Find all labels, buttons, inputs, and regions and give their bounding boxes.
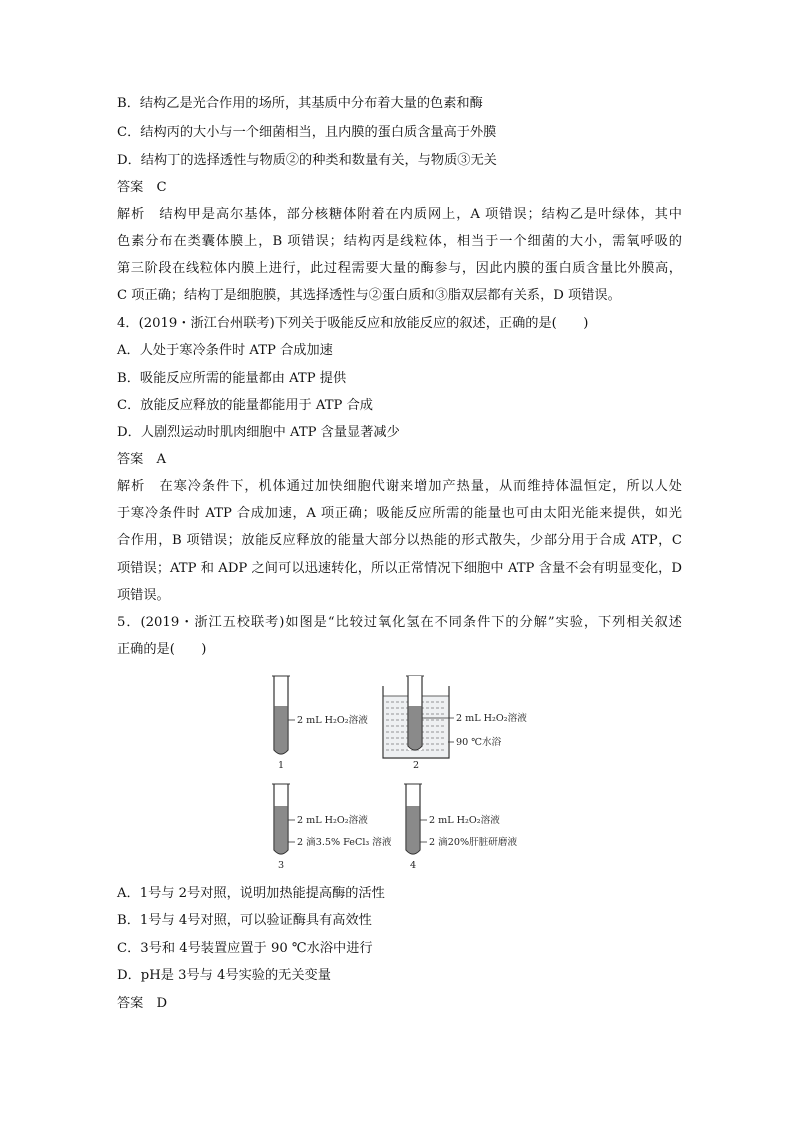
q3-analysis-line: 解析 结构甲是高尔基体，部分核糖体附着在内质网上，A 项错误；结构乙是叶绿体，其中 bbox=[117, 207, 682, 222]
q4-option-a: A．人处于寒冷条件时 ATP 合成加速 bbox=[117, 343, 333, 358]
test-tube-4 bbox=[404, 784, 517, 871]
q3-analysis-line: 第三阶段在线粒体内膜上进行，此过程需要大量的酶参与，因此内膜的蛋白质含量比外膜高， bbox=[117, 261, 682, 276]
q4-analysis-line: 项错误；ATP 和 ADP 之间可以迅速转化，所以正常情况下细胞中 ATP 含量不会有明显变化，D bbox=[117, 561, 682, 576]
test-tube-3 bbox=[272, 784, 392, 871]
tube-3-number: 3 bbox=[278, 860, 285, 871]
q4-stem: 4．(2019・浙江台州联考)下列关于吸能反应和放能反应的叙述，正确的是( ) bbox=[117, 316, 589, 331]
q5-option-b: B．1号与 4号对照，可以验证酶具有高效性 bbox=[117, 913, 372, 928]
tube-4-catalyst-label: 2 滴20%肝脏研磨液 bbox=[429, 837, 518, 848]
q3-analysis-line: 色素分布在类囊体膜上，B 项错误；结构丙是线粒体，相当于一个细菌的大小，需氧呼吸的 bbox=[117, 234, 682, 249]
test-tube-figure bbox=[262, 672, 562, 877]
q5-option-d: D．pH是 3号与 4号实验的无关变量 bbox=[117, 968, 331, 983]
tube-3-label: 2 mL H₂O₂溶液 bbox=[297, 815, 368, 826]
q4-analysis-line: 于寒冷条件时 ATP 合成加速，A 项正确；吸能反应所需的能量也可由太阳光能来提供，如光 bbox=[117, 506, 682, 521]
q5-stem: 5．(2019・浙江五校联考)如图是“比较过氧化氢在不同条件下的分解”实验，下列相关叙述 bbox=[117, 615, 682, 630]
tube-2-number: 2 bbox=[413, 760, 420, 771]
tube-4-number: 4 bbox=[410, 860, 417, 871]
test-tube-1 bbox=[272, 676, 368, 771]
q4-option-d: D．人剧烈运动时肌肉细胞中 ATP 含量显著减少 bbox=[117, 425, 400, 440]
q4-analysis-line: 合作用，B 项错误；放能反应释放的能量大部分以热能的形式散失，少部分用于合成 ATP，C bbox=[117, 533, 682, 548]
q3-analysis-line: C 项正确；结构丁是细胞膜，其选择透性与②蛋白质和③脂双层都有关系，D 项错误。 bbox=[117, 288, 621, 303]
q3-answer: 答案 C bbox=[117, 180, 167, 195]
q4-option-c: C．放能反应释放的能量都能用于 ATP 合成 bbox=[117, 398, 373, 413]
q3-option-c: C．结构丙的大小与一个细菌相当，且内膜的蛋白质含量高于外膜 bbox=[117, 125, 497, 140]
q4-analysis-line: 项错误。 bbox=[117, 588, 170, 603]
test-tube-2-water-bath bbox=[383, 676, 527, 771]
water-bath-label: 90 ℃水浴 bbox=[456, 737, 502, 748]
tube-1-label: 2 mL H₂O₂溶液 bbox=[297, 715, 368, 726]
q5-option-a: A．1号与 2号对照，说明加热能提高酶的活性 bbox=[117, 886, 385, 901]
tube-1-number: 1 bbox=[278, 760, 285, 771]
tube-2-label: 2 mL H₂O₂溶液 bbox=[456, 713, 527, 724]
tube-4-label: 2 mL H₂O₂溶液 bbox=[429, 815, 500, 826]
q3-option-d: D．结构丁的选择透性与物质②的种类和数量有关，与物质③无关 bbox=[117, 153, 497, 168]
q4-analysis-line: 解析 在寒冷条件下，机体通过加快细胞代谢来增加产热量，从而维持体温恒定，所以人处 bbox=[117, 479, 682, 494]
q5-stem: 正确的是( ) bbox=[117, 642, 207, 657]
q5-option-c: C．3号和 4号装置应置于 90 ℃水浴中进行 bbox=[117, 941, 373, 956]
q4-option-b: B．吸能反应所需的能量都由 ATP 提供 bbox=[117, 371, 347, 386]
q3-option-b: B．结构乙是光合作用的场所，其基质中分布着大量的色素和酶 bbox=[117, 96, 483, 111]
tube-3-catalyst-label: 2 滴3.5% FeCl₃ 溶液 bbox=[297, 837, 392, 848]
q4-answer: 答案 A bbox=[117, 452, 167, 467]
q5-answer: 答案 D bbox=[117, 996, 168, 1011]
